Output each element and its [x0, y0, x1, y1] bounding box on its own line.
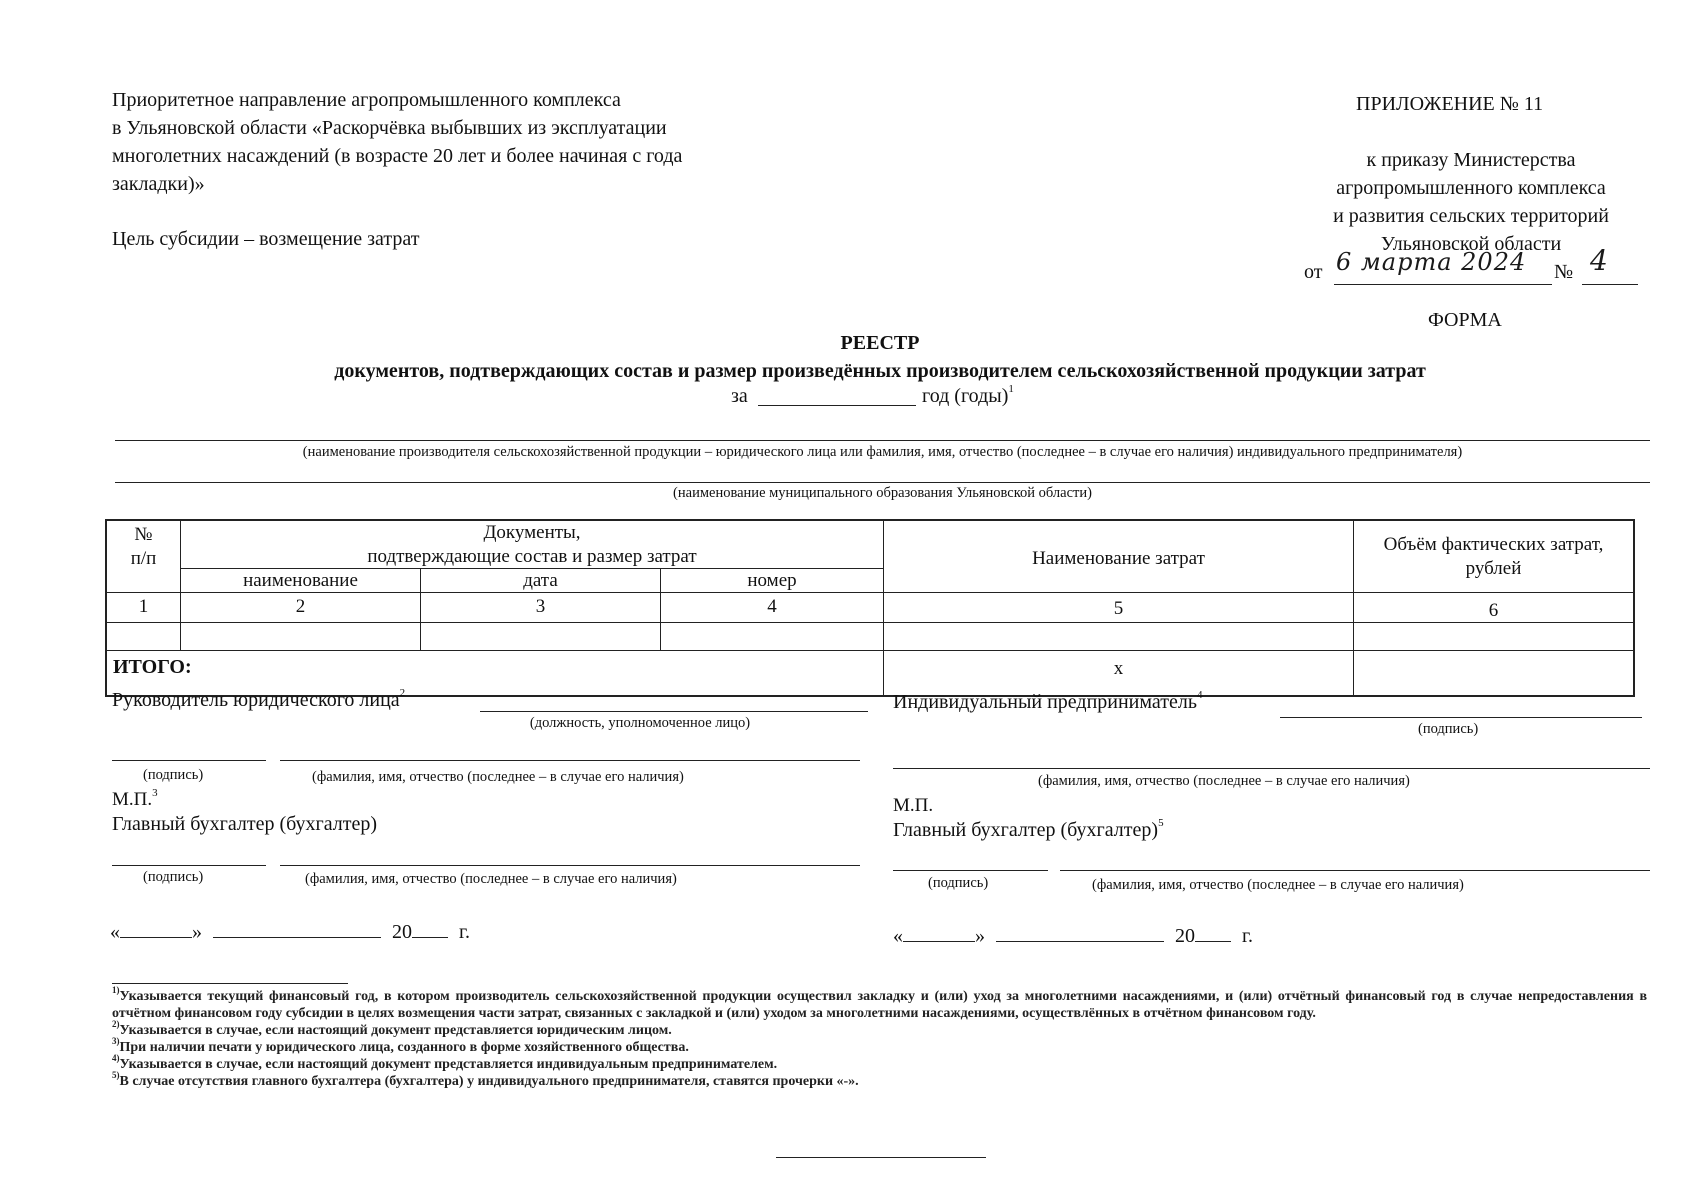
- head-fio-field[interactable]: [280, 760, 860, 761]
- date-left-year-field[interactable]: [412, 937, 448, 938]
- date-left-year: 20: [392, 921, 412, 943]
- footnote-item: [112, 1053, 1647, 1073]
- data-cell-doc-number[interactable]: [661, 623, 884, 651]
- order-reference: [1296, 146, 1646, 258]
- date-right: [893, 922, 1253, 950]
- form-label: ФОРМА: [1428, 309, 1502, 331]
- accountant-left-signature-caption: (подпись): [143, 869, 204, 885]
- header-no: [107, 521, 181, 593]
- ip-label-text: Индивидуальный предприниматель: [893, 691, 1197, 713]
- registry-title: РЕЕСТР: [840, 332, 920, 354]
- handwritten-date: 6 марта 2024: [1336, 248, 1527, 276]
- program-line: Приоритетное направление агропромышленного комплекса: [112, 89, 621, 111]
- order-date-label: от: [1304, 261, 1323, 283]
- header-doc-name: наименование: [181, 569, 421, 593]
- accountant-left-label: Главный бухгалтер (бухгалтер): [112, 813, 378, 835]
- col-number-2: 2: [181, 593, 421, 623]
- accountant-right-signature-caption: (подпись): [928, 875, 989, 891]
- header-no-line2: п/п: [130, 548, 157, 569]
- header-cost-volume: [1354, 521, 1633, 593]
- order-line: и развития сельских территорий: [1333, 205, 1609, 227]
- year-suffix: [922, 382, 1014, 410]
- footnote-separator: [112, 983, 348, 984]
- municipality-caption: (наименование муниципального образования Ульяновской области): [673, 485, 1092, 501]
- footnotes: [112, 985, 1647, 1090]
- order-date-line: [1334, 284, 1552, 285]
- subsidy-goal: Цель субсидии – возмещение затрат: [112, 228, 420, 250]
- accountant-right-fio-caption: (фамилия, имя, отчество (последнее – в случае его наличия): [1092, 877, 1464, 893]
- data-cell-cost-volume[interactable]: [1354, 623, 1633, 651]
- footnote-ref-1: 1: [1008, 383, 1014, 396]
- total-cost-name: x: [884, 651, 1354, 695]
- date-left: [110, 918, 470, 946]
- program-line: многолетних насаждений (в возрасте 20 лет и более начиная с года: [112, 145, 683, 167]
- footnote-text: Указывается в случае, если настоящий документ представляется индивидуальным предпринимателем.: [119, 1057, 778, 1072]
- footnote-item: [112, 1019, 1647, 1039]
- header-documents: [181, 521, 884, 569]
- accountant-left-signature-field[interactable]: [112, 865, 266, 866]
- accountant-left-fio-field[interactable]: [280, 865, 860, 866]
- data-cell-cost-name[interactable]: [884, 623, 1354, 651]
- ip-fio-field[interactable]: [893, 768, 1650, 769]
- order-line: к приказу Министерства: [1366, 149, 1576, 171]
- footnote-text: Указывается текущий финансовый год, в котором производитель сельскохозяйственной продукции осуществил закладку и (или) уход за многолетними насаждениями, и (или) отчётный финансовый год в случае непредоставления в отчётном финансовом году субсидии в целях возмещения части затрат, связанных с закладкой и (или) уходом за многолетними насаждениями, осуществлённых в отчётном финансовом году.: [112, 989, 1647, 1021]
- year-suffix-text: год (годы): [922, 385, 1009, 407]
- footnote-mark: 3): [112, 1036, 120, 1047]
- footnote-mark: 1): [112, 985, 120, 996]
- header-no-line1: №: [134, 524, 153, 545]
- footnote-text: В случае отсутствия главного бухгалтера (бухгалтера) у индивидуального предпринимателя, ставятся прочерки «-».: [119, 1074, 859, 1089]
- date-right-day-field[interactable]: [903, 941, 975, 942]
- footnote-ref-4: 4: [1196, 689, 1203, 702]
- date-right-suffix: г.: [1242, 925, 1253, 947]
- header-cost-volume-line2: рублей: [1465, 558, 1522, 579]
- order-number-line: [1582, 284, 1638, 285]
- order-line: Ульяновской области: [1380, 233, 1562, 255]
- ip-signature-field[interactable]: [1280, 717, 1642, 718]
- program-line: закладки)»: [112, 173, 205, 195]
- order-line: агропромышленного комплекса: [1336, 177, 1606, 199]
- accountant-right-signature-field[interactable]: [893, 870, 1048, 871]
- col-number-5: 5: [884, 593, 1354, 623]
- registry-subtitle: документов, подтверждающих состав и размер произведённых производителем сельскохозяйственной продукции затрат: [334, 360, 1426, 382]
- producer-name-field[interactable]: [115, 440, 1650, 441]
- footnote-mark: 2): [112, 1019, 120, 1030]
- header-cost-volume-line1: Объём фактических затрат,: [1383, 534, 1604, 555]
- col-number-1: 1: [107, 593, 181, 623]
- footnote-text: Указывается в случае, если настоящий документ представляется юридическим лицом.: [119, 1023, 672, 1038]
- header-doc-date: дата: [421, 569, 661, 593]
- footnote-item: [112, 985, 1647, 1022]
- stamp-right: М.П.: [893, 795, 934, 816]
- program-line: в Ульяновской области «Раскорчёвка выбывших из эксплуатации: [112, 117, 667, 139]
- footnote-ref-3: 3: [152, 786, 158, 799]
- data-cell-no[interactable]: [107, 623, 181, 651]
- head-position-field[interactable]: [480, 711, 868, 712]
- stamp-left-text: М.П.: [112, 789, 153, 810]
- head-signature-field[interactable]: [112, 760, 266, 761]
- order-number-label: №: [1554, 261, 1574, 283]
- total-cost-volume[interactable]: [1354, 651, 1633, 695]
- col-number-3: 3: [421, 593, 661, 623]
- date-right-open: «: [893, 925, 903, 947]
- date-left-month-field[interactable]: [213, 937, 381, 938]
- ip-fio-caption: (фамилия, имя, отчество (последнее – в случае его наличия): [1038, 773, 1410, 789]
- footnote-mark: 4): [112, 1053, 120, 1064]
- date-right-month-field[interactable]: [996, 941, 1164, 942]
- date-right-close: »: [975, 925, 985, 947]
- footnote-item: [112, 1036, 1647, 1056]
- bottom-separator: [776, 1157, 986, 1158]
- head-label-text: Руководитель юридического лица: [112, 689, 400, 711]
- head-signature-caption: (подпись): [143, 767, 204, 783]
- data-cell-doc-date[interactable]: [421, 623, 661, 651]
- date-right-year: 20: [1175, 925, 1195, 947]
- year-prefix: за: [731, 385, 748, 407]
- footnote-ref-5: 5: [1158, 817, 1164, 830]
- total-label: ИТОГО:: [107, 651, 884, 695]
- header-documents-line2: подтверждающие состав и размер затрат: [367, 546, 697, 567]
- ip-signature-caption: (подпись): [1418, 721, 1479, 737]
- date-left-suffix: г.: [459, 921, 470, 943]
- date-left-open: «: [110, 921, 120, 943]
- year-field[interactable]: [758, 405, 916, 406]
- header-documents-line1: Документы,: [483, 522, 581, 543]
- accountant-right-label-text: Главный бухгалтер (бухгалтер): [893, 819, 1159, 841]
- footnote-item: [112, 1070, 1647, 1090]
- head-fio-caption: (фамилия, имя, отчество (последнее – в случае его наличия): [312, 769, 684, 785]
- ip-label: [893, 688, 1202, 716]
- accountant-left-fio-caption: (фамилия, имя, отчество (последнее – в случае его наличия): [305, 871, 677, 887]
- footnote-text: При наличии печати у юридического лица, созданного в форме хозяйственного общества.: [119, 1040, 689, 1055]
- header-cost-name: Наименование затрат: [884, 521, 1354, 593]
- col-number-4: 4: [661, 593, 884, 623]
- date-left-close: »: [192, 921, 202, 943]
- municipality-field[interactable]: [115, 482, 1650, 483]
- data-cell-doc-name[interactable]: [181, 623, 421, 651]
- head-label: [112, 686, 405, 714]
- accountant-right-fio-field[interactable]: [1060, 870, 1650, 871]
- handwritten-number: 4: [1590, 244, 1609, 277]
- date-left-day-field[interactable]: [120, 937, 192, 938]
- producer-caption: (наименование производителя сельскохозяйственной продукции – юридического лица или фамилия, имя, отчество (последнее – в случае его наличия) индивидуального предпринимателя): [302, 444, 1463, 460]
- col-number-6: 6: [1354, 593, 1633, 623]
- appendix-number: ПРИЛОЖЕНИЕ № 11: [1356, 93, 1544, 115]
- date-right-year-field[interactable]: [1195, 941, 1231, 942]
- accountant-right-label: [893, 816, 1164, 844]
- header-doc-number: номер: [661, 569, 884, 593]
- stamp-left: [112, 788, 158, 812]
- footnote-ref-2: 2: [399, 687, 406, 700]
- program-title: [112, 86, 872, 198]
- head-position-caption: (должность, уполномоченное лицо): [529, 715, 751, 731]
- footnote-mark: 5): [112, 1070, 120, 1081]
